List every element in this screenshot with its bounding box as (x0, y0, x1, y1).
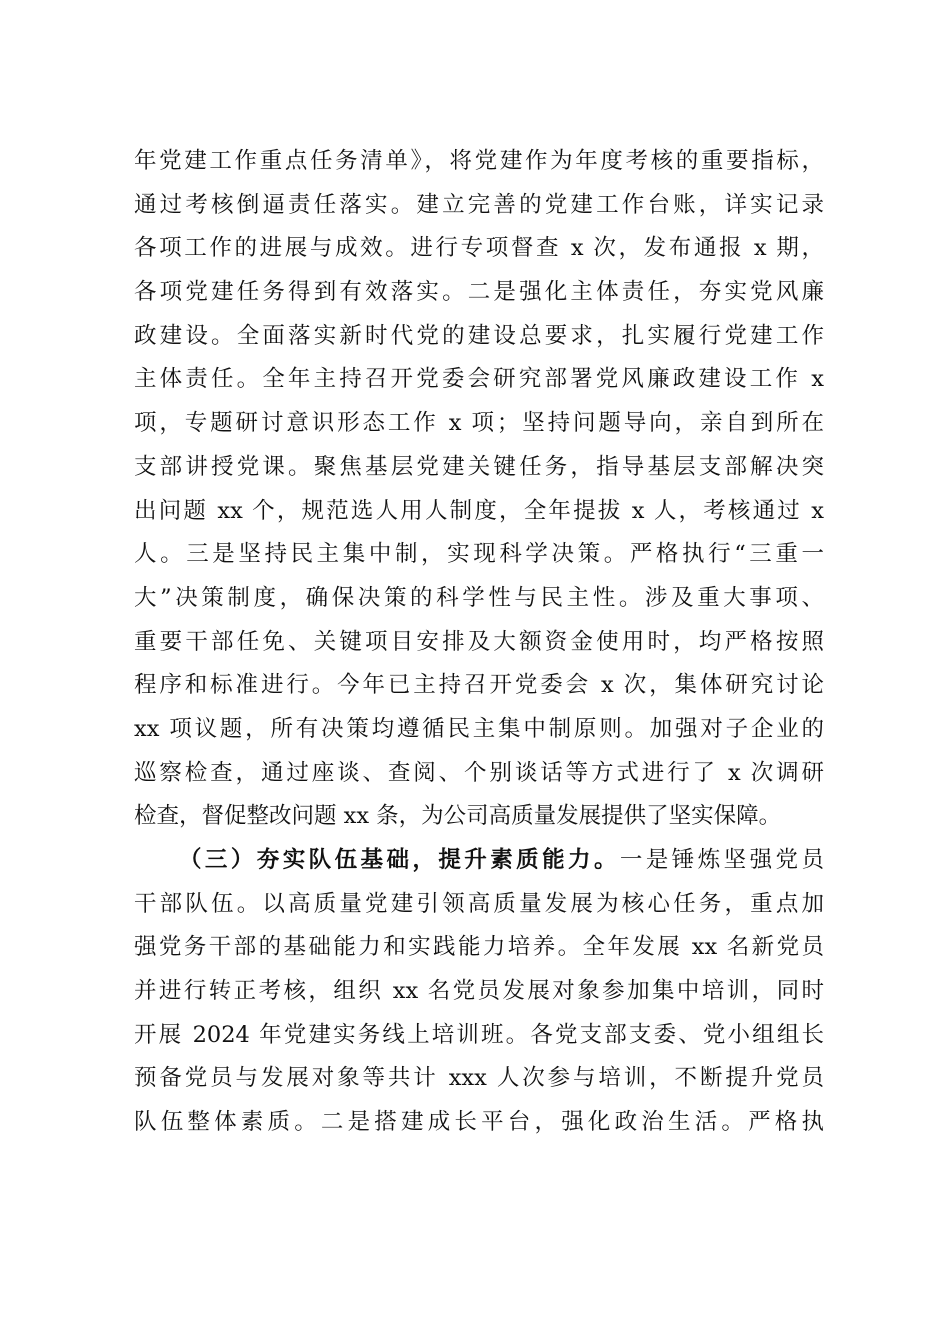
text-line: 人。三是坚持民主集中制，实现科学决策。严格执行“三重一 (134, 541, 824, 568)
text-line: 年党建工作重点任务清单》，将党建作为年度考核的重要指标， (134, 148, 824, 174)
paragraph-end-line: 检查，督促整改问题 xx 条，为公司高质量发展提供了坚实保障。 (134, 803, 782, 830)
text-line: 政建设。全面落实新时代党的建设总要求，扎实履行党建工作 (134, 322, 824, 349)
text-line: 主体责任。全年主持召开党委会研究部署党风廉政建设工作 x (134, 366, 824, 393)
text-line: 重要干部任免、关键项目安排及大额资金使用时，均严格按照 (134, 628, 824, 655)
text-line: 出问题 xx 个，规范选人用人制度，全年提拔 x 人，考核通过 x (134, 497, 824, 524)
text-line: 各项工作的进展与成效。进行专项督查 x 次，发布通报 x 期， (134, 235, 824, 262)
text-line: 干部队伍。以高质量党建引领高质量发展为核心任务，重点加 (134, 890, 824, 917)
section-heading-rest: 一是锤炼坚强党员 (619, 847, 824, 873)
text-line: 巡察检查，通过座谈、查阅、个别谈话等方式进行了 x 次调研 (134, 759, 824, 786)
text-line: 并进行转正考核，组织 xx 名党员发展对象参加集中培训，同时 (134, 978, 824, 1005)
text-line: 支部讲授党课。聚焦基层党建关键任务，指导基层支部解决突 (134, 453, 824, 480)
text-line: 大”决策制度，确保决策的科学性与民主性。涉及重大事项、 (134, 584, 824, 611)
text-line: 强党务干部的基础能力和实践能力培养。全年发展 xx 名新党员 (134, 934, 824, 961)
text-line: 程序和标准进行。今年已主持召开党委会 x 次，集体研究讨论 (134, 672, 824, 699)
text-line: xx 项议题，所有决策均遵循民主集中制原则。加强对子企业的 (134, 715, 824, 742)
text-line: 预备党员与发展对象等共计 xxx 人次参与培训，不断提升党员 (134, 1065, 824, 1092)
text-line: 通过考核倒逼责任落实。建立完善的党建工作台账，详实记录 (134, 191, 824, 218)
section-heading-line (134, 839, 824, 883)
body-text (134, 140, 824, 1145)
text-line: 项，专题研讨意识形态工作 x 项；坚持问题导向，亲自到所在 (134, 410, 824, 437)
section-heading: （三）夯实队伍基础，提升素质能力。 (179, 847, 620, 873)
text-line: 开展 2024 年党建实务线上培训班。各党支部支委、党小组组长 (134, 1021, 824, 1048)
text-line: 各项党建任务得到有效落实。二是强化主体责任，夯实党风廉 (134, 279, 824, 306)
text-line: 队伍整体素质。二是搭建成长平台，强化政治生活。严格执 (134, 1109, 824, 1136)
